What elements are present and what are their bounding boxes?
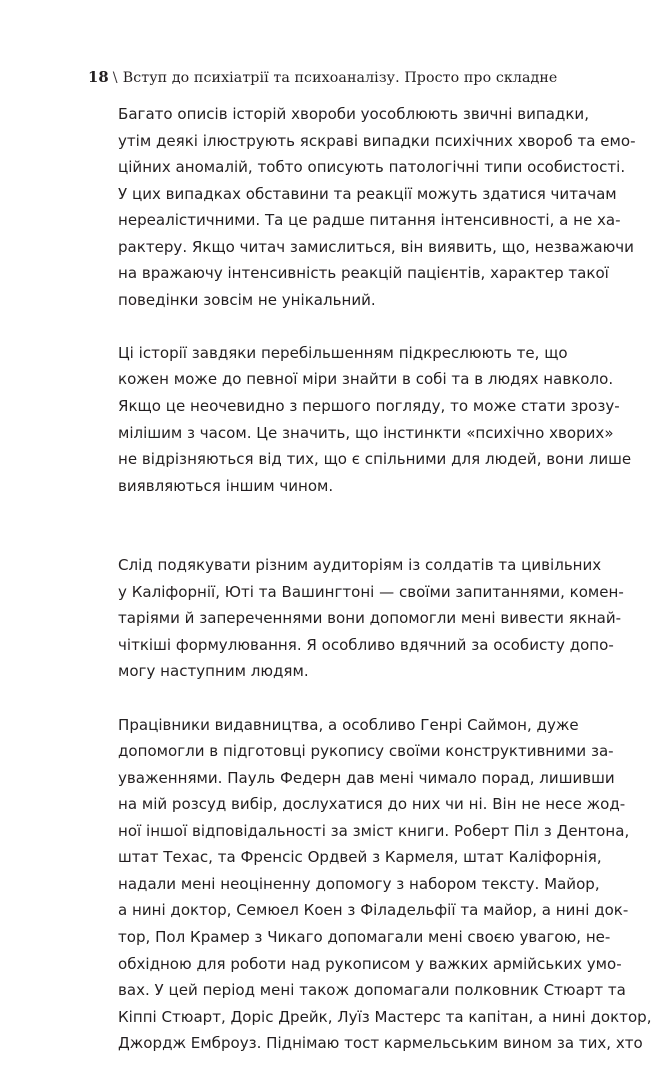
text-line: нереалістичними. Та це радше питання інтенсивності, а не ха- [118, 211, 621, 230]
text-line: У цих випадках обставини та реакції можуть здатися читачам [118, 184, 617, 203]
text-line: утім деякі ілюструють яскраві випадки психічних хвороб та емо- [118, 131, 636, 150]
running-header [88, 66, 558, 90]
text-line: допомогли в підготовці рукопису своїми конструктивними за- [118, 742, 614, 761]
text-line: тор, Пол Крамер з Чикаго допомагали мені своєю увагою, не- [118, 927, 611, 946]
text-line: рактеру. Якщо читач замислиться, він виявить, що, незважаючи [118, 237, 634, 256]
text-line: кожен може до певної міри знайти в собі та в людях навколо. [118, 370, 614, 389]
page-number: 18 [88, 69, 109, 86]
text-line: не відрізняються від тих, що є спільними для людей, вони лише [118, 450, 632, 469]
text-line: Багато описів історій хвороби уособлюють звичні випадки, [118, 105, 589, 123]
text-line: на мій розсуд вибір, дослухатися до них чи ні. Він не несе жод- [118, 795, 626, 814]
text-line: чіткіші формулювання. Я особливо вдячний за особисту допо- [118, 635, 614, 654]
text-line: уваженнями. Пауль Федерн дав мені чимало порад, лишивши [118, 768, 615, 787]
text-line: мілішим з часом. Це значить, що інстинкти «психічно хворих» [118, 423, 614, 442]
body-paragraph [88, 712, 652, 1083]
header-title: Вступ до психіатрії та психоаналізу. Просто про складне [122, 70, 558, 86]
text-line: штат Техас, та Френсіс Ордвей з Кармеля, штат Каліфорнія, [118, 848, 602, 867]
text-line: обхідною для роботи над рукописом у важких армійських умо- [118, 954, 622, 973]
text-line: ної іншої відповідальності за зміст книги. Роберт Піл з Дентона, [118, 821, 630, 840]
text-line: Якщо це неочевидно з першого погляду, то може стати зрозу- [118, 397, 620, 416]
text-line: надали мені неоціненну допомогу з набором тексту. Майор, [118, 874, 600, 893]
text-line: у Каліфорнії, Юті та Вашингтоні — своїми запитаннями, комен- [118, 582, 624, 601]
text-line: вах. У цей період мені також допомагали полковник Стюарт та [118, 981, 626, 1000]
text-line: Джордж Емброуз. Піднімаю тост кармельським вином за тих, хто [118, 1034, 643, 1053]
text-line: Слід подякувати різним аудиторіям із солдатів та цивільних [118, 556, 602, 575]
header-separator: \ [112, 70, 118, 86]
text-line: на вражаючу інтенсивність реакцій пацієнтів, характер такої [118, 264, 609, 283]
body-paragraph [88, 552, 624, 711]
text-line: а нині доктор, Семюел Коен з Філадельфії та майор, а нині док- [118, 901, 629, 920]
text-line: виявляються іншим чином. [118, 476, 334, 495]
text-line: Працівники видавництва, а особливо Генрі Саймон, дуже [118, 715, 579, 734]
text-line: ційних аномалій, тобто описують патологічні типи особистості. [118, 158, 626, 177]
text-line: таріями й запереченнями вони допомогли мені вивести якнай- [118, 609, 622, 628]
body-text-column [88, 101, 652, 1083]
text-line: Кіппі Стюарт, Доріс Дрейк, Луїз Мастерс та капітан, а нині доктор, [118, 1007, 652, 1026]
body-paragraph [88, 101, 636, 340]
text-line: поведінки зовсім не унікальний. [118, 290, 376, 309]
body-paragraph [88, 340, 632, 526]
text-line: Ці історії завдяки перебільшенням підкреслюють те, що [118, 343, 568, 362]
text-line: могу наступним людям. [118, 662, 309, 681]
